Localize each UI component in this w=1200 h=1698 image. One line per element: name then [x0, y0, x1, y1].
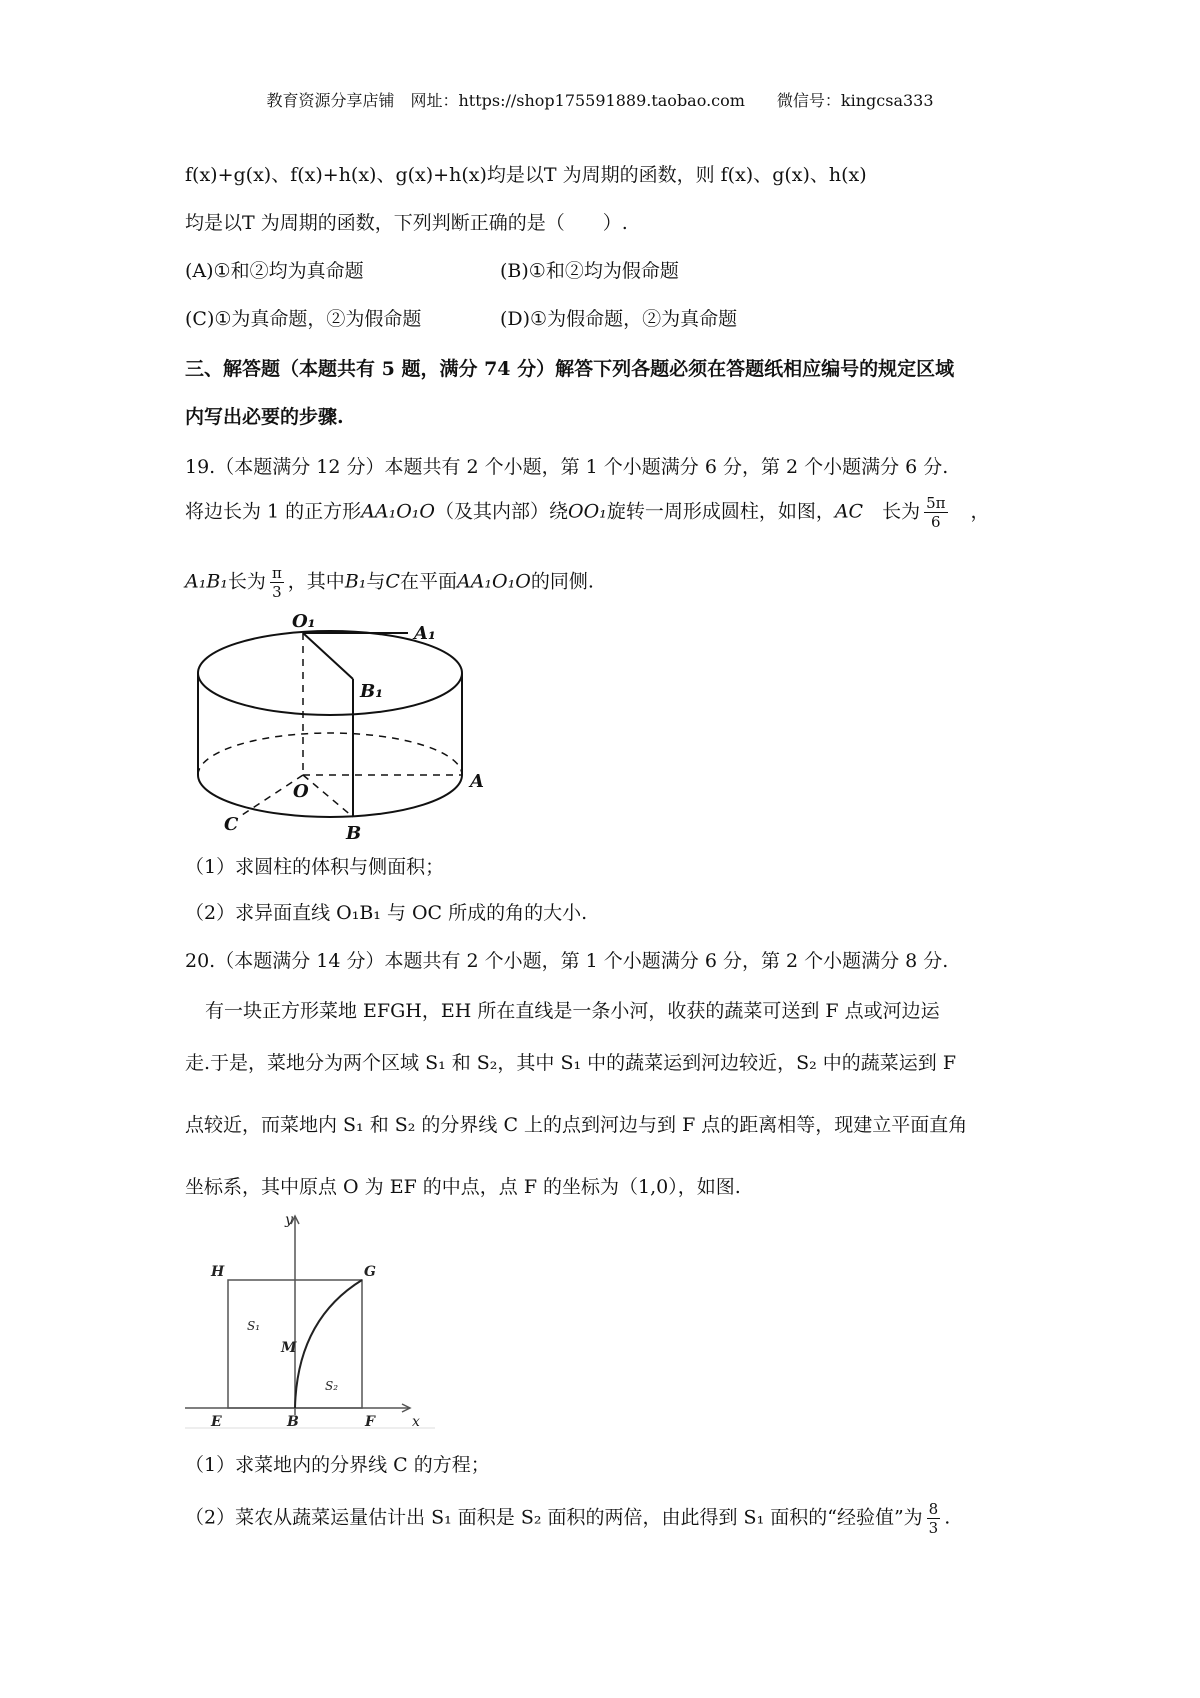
label-o: O [293, 781, 309, 802]
label-g: G [364, 1264, 376, 1280]
q20-sub1: （1）求菜地内的分界线 C 的方程； [185, 1454, 490, 1476]
q19-desc1e: 旋转一周形成圆柱，如图， [606, 500, 835, 523]
field-figure [185, 1210, 435, 1435]
q19-desc2g: 在平面 [399, 570, 457, 593]
q19-desc2e: 与 [366, 570, 386, 593]
cylinder-figure [180, 611, 484, 845]
q19-sub1: （1）求圆柱的体积与侧面积； [185, 856, 445, 878]
q20-para4: 坐标系，其中原点 O 为 EF 的中点，点 F 的坐标为（1,0），如图. [185, 1176, 741, 1198]
page-header: 教育资源分享店铺 网址：https://shop175591889.taobao.com 微信号：kingcsa333 [266, 91, 934, 110]
label-s1: S₁ [247, 1319, 261, 1333]
q18-option-b: (B)①和②均为假命题 [500, 260, 679, 282]
section3-heading-line2: 内写出必要的步骤. [185, 406, 344, 428]
label-e: E [211, 1414, 222, 1430]
q19-desc2h: AA₁O₁O [456, 570, 531, 593]
q20-sub2-text: （2）菜农从蔬菜运量估计出 S₁ 面积是 S₂ 面积的两倍，由此得到 S₁ 面积的“经验值”为 [185, 1506, 923, 1529]
segment-ob [303, 775, 353, 817]
label-b: B [346, 823, 362, 844]
q20-sub2 [185, 1500, 950, 1537]
label-a: A [470, 771, 484, 792]
q19-desc1c: （及其内部）绕 [435, 500, 569, 523]
label-x: x [412, 1414, 420, 1430]
q19-desc1h: ， [970, 500, 990, 523]
q19-desc1b: AA₁O₁O [361, 500, 436, 523]
label-a1: A₁ [414, 623, 436, 644]
q19-desc2i: 的同侧. [530, 570, 594, 593]
q19-desc-line2 [185, 564, 594, 601]
q20-sub2-end: . [944, 1506, 951, 1529]
label-m: M [281, 1340, 297, 1356]
section3-heading-line1: 三、解答题（本题共有 5 题，满分 74 分）解答下列各题必须在答题纸相应编号的规定区域 [185, 358, 955, 380]
q19-desc-line1 [185, 494, 990, 531]
q19-sub2: （2）求异面直线 O₁B₁ 与 OC 所成的角的大小. [185, 902, 588, 924]
q19-desc1f: AC [834, 500, 864, 523]
label-b-origin: B [287, 1414, 299, 1430]
arc-a1b1-numerator: π [271, 564, 282, 582]
arc-ac-fraction [924, 494, 947, 531]
arc-ac-denominator: 6 [931, 513, 941, 531]
arc-a1b1-fraction [270, 564, 284, 601]
q18-line1: f(x)+g(x)、f(x)+h(x)、g(x)+h(x)均是以T 为周期的函数，则 f(x)、g(x)、h(x) [185, 164, 867, 186]
cylinder-bottom-back-arc [198, 733, 462, 775]
q20-para1: 有一块正方形菜地 EFGH，EH 所在直线是一条小河，收获的蔬菜可送到 F 点或河边运 [205, 1000, 940, 1022]
q19-desc2c: ，其中 [287, 570, 345, 593]
label-s2: S₂ [325, 1379, 339, 1393]
q19-desc1g: 长为 [882, 500, 921, 523]
cylinder-bottom-front-arc [198, 775, 462, 817]
label-h: H [211, 1264, 225, 1280]
label-y: y [285, 1212, 293, 1228]
label-b1: B₁ [360, 681, 384, 702]
q19-title: 19.（本题满分 12 分）本题共有 2 个小题，第 1 个小题满分 6 分，第 2 个小题满分 6 分. [185, 456, 949, 478]
q20-para2: 走.于是，菜地分为两个区域 S₁ 和 S₂，其中 S₁ 中的蔬菜运到河边较近，S₂ 中的蔬菜运到 F [185, 1052, 957, 1074]
q18-line2: 均是以T 为周期的函数，下列判断正确的是（ ）. [185, 212, 628, 234]
q19-desc1d: OO₁ [568, 500, 607, 523]
q19-desc2f: C [385, 570, 400, 593]
label-o1: O₁ [292, 611, 316, 632]
q18-option-d: (D)①为假命题，②为真命题 [500, 308, 738, 330]
label-f: F [365, 1414, 375, 1430]
q18-option-a: (A)①和②均为真命题 [185, 260, 364, 282]
q18-option-c: (C)①为真命题，②为假命题 [185, 308, 422, 330]
q19-desc2d: B₁ [344, 570, 367, 593]
q19-desc2b: 长为 [227, 570, 266, 593]
empirical-value-numerator: 8 [928, 1500, 939, 1518]
empirical-value-denominator: 3 [928, 1519, 939, 1537]
arc-ac-numerator: 5π [926, 494, 946, 512]
empirical-value-fraction [927, 1500, 941, 1537]
q19-desc2a: A₁B₁ [185, 570, 228, 593]
q20-title: 20.（本题满分 14 分）本题共有 2 个小题，第 1 个小题满分 6 分，第 2 个小题满分 8 分. [185, 950, 949, 972]
q19-desc1a: 将边长为 1 的正方形 [185, 500, 362, 523]
label-c: C [224, 814, 239, 835]
segment-o1b1 [303, 633, 353, 679]
arc-a1b1-denominator: 3 [272, 583, 282, 601]
q20-para3: 点较近，而菜地内 S₁ 和 S₂ 的分界线 C 上的点到河边与到 F 点的距离相等，现建立平面直角 [185, 1114, 968, 1136]
